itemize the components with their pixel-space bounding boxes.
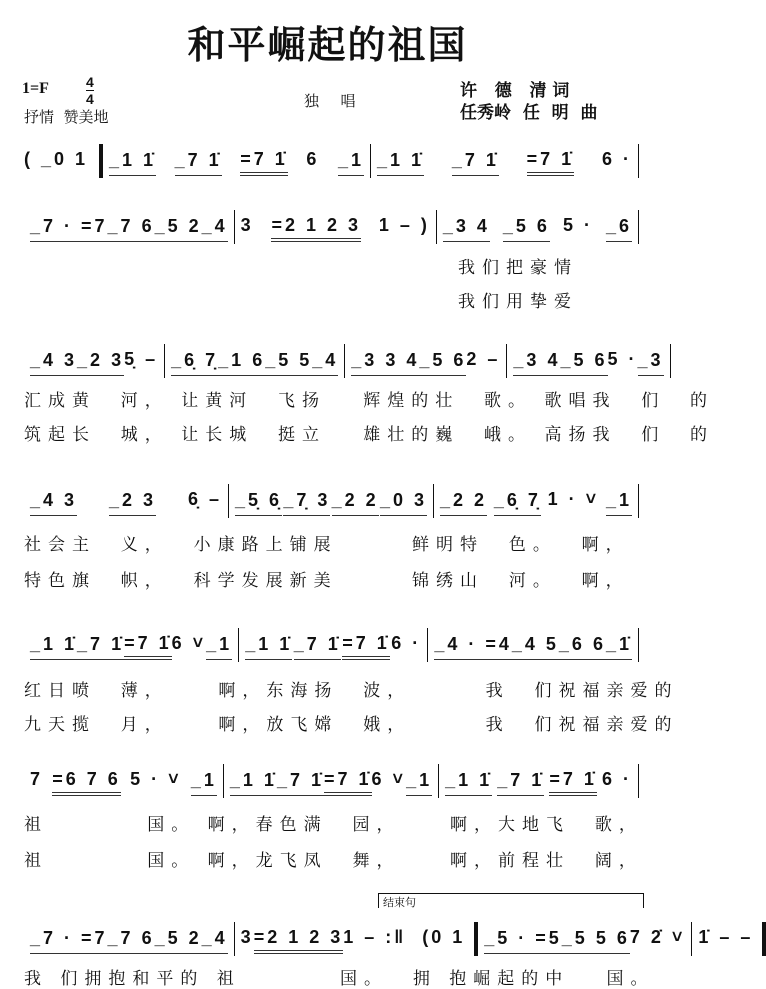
measure [24, 630, 238, 660]
measure [434, 486, 638, 516]
note-group: _7 1̇ [277, 770, 324, 796]
lyric-line: 汇成黄 河， 让黄河 飞扬 辉煌的壮 歌。 歌唱我 们 的 [24, 391, 715, 411]
note-group: _4 [202, 928, 228, 954]
note-group: _1 [206, 634, 232, 660]
measure [428, 630, 638, 660]
tempo-marking: 抒情 赞美地 [24, 108, 109, 126]
note-group: 5 · [607, 349, 638, 369]
note-group: =7 1̇ [240, 149, 288, 176]
note-group: _1 [191, 770, 217, 796]
note-group: _6̣ 7̣ [171, 350, 218, 376]
note-group: _5 5 [265, 350, 312, 376]
measure [24, 924, 234, 954]
lyric-line: 九天揽 月， 啊，放飞嫦 娥， 我 们祝福亲爱的 [24, 715, 679, 735]
note-group: 6̣ – [187, 489, 222, 509]
note-group: _4 3 [30, 350, 77, 376]
measure [371, 146, 638, 176]
lyric-line: 特色旗 帜， 科学发展新美 锦绣山 河。 啊， [24, 571, 630, 591]
note-group: _7 1̇ [294, 634, 341, 660]
note-group: 7 [30, 769, 44, 789]
note-group: _1 1̇ [30, 634, 77, 660]
intro-notes: ( _0 1 [24, 149, 89, 169]
note-group: 1 – :‖ (0 1 [343, 927, 466, 947]
time-signature [86, 74, 94, 107]
note-group: _7 · =7 [30, 928, 108, 954]
note-group: 3 [240, 927, 254, 947]
note-group: _1 1̇ [109, 150, 156, 176]
barline [638, 484, 639, 518]
note-group: =7 1̇ [342, 633, 390, 660]
measure [24, 346, 164, 376]
lyric-line: 我 们拥抱和平的 祖 国。 拥 抱崛起的中 国。 [24, 969, 655, 989]
measure [439, 766, 638, 796]
music-system [24, 146, 639, 176]
note-group: _1 1̇ [245, 634, 292, 660]
note-group: 3 [240, 215, 254, 235]
note-group: _2 3 [109, 490, 156, 516]
lyric-line: 我们把豪情 [458, 258, 578, 278]
note-group: _4 [312, 350, 338, 376]
note-group: _5 · =5 [484, 928, 562, 954]
lyric-line: 祖 国。 啊，春色满 园， 啊，大地飞 歌， [24, 815, 643, 835]
measure [103, 146, 370, 176]
note-group: _1 1̇ [377, 150, 424, 176]
music-system [24, 924, 754, 954]
note-group: _1 [606, 490, 632, 516]
note-group: _4 · =4 [434, 634, 512, 660]
music-system [24, 486, 639, 516]
measure [165, 346, 344, 376]
lyric-line: 我们用挚爱 [458, 292, 578, 312]
barline [638, 628, 639, 662]
note-group: 7 2̇ ˅ [629, 927, 686, 947]
barline [670, 344, 671, 378]
lyric-line: 筑起长 城， 让长城 挺立 雄壮的巍 峨。 高扬我 们 的 [24, 425, 715, 445]
note-group: _7 1̇ [497, 770, 544, 796]
note-group: 6 · [391, 633, 422, 653]
note-group: 1̇ – – [698, 927, 754, 947]
note-group: _7 6 [108, 928, 155, 954]
note-group: 2 – [466, 349, 501, 369]
note-group: =6 7 6 [52, 769, 121, 796]
note-group: _1 [338, 150, 364, 176]
note-group: _5 6 [560, 350, 607, 376]
note-group: 6 ˅ [371, 769, 407, 789]
note-group: _5̣ 6̣ [235, 490, 282, 516]
note-group: _6 [606, 216, 632, 242]
note-group: _3 3 4 [351, 350, 419, 376]
note-group: _6 6 [559, 634, 606, 660]
barline [638, 144, 639, 178]
note-group: _1 1̇ [230, 770, 277, 796]
note-group: _1 1̇ [445, 770, 492, 796]
note-group: _1 [406, 770, 432, 796]
note-group: _1̇ [606, 634, 632, 660]
measure [224, 766, 438, 796]
measure [437, 212, 638, 242]
note-group: _7 1̇ [77, 634, 124, 660]
note-group: 1 · ˅ [547, 489, 600, 509]
performance-type: 独 唱 [304, 92, 360, 110]
measure [235, 212, 436, 242]
note-group: _4 [202, 216, 228, 242]
barline [762, 922, 766, 956]
note-group: 5 · [562, 215, 593, 235]
barline [638, 210, 639, 244]
measure [24, 212, 234, 242]
note-group: 6 · [601, 769, 632, 789]
note-group: =2 1 2 3 [271, 215, 361, 242]
measure [507, 346, 669, 376]
note-group: 1 – ) [378, 215, 430, 235]
note-group: =7 1̇ [124, 633, 172, 660]
note-group: 6 · [601, 149, 632, 169]
lyricist-credit: 许 德 清 词 [460, 81, 570, 101]
note-group: =7 1̇ [549, 769, 597, 796]
measure [229, 486, 433, 516]
note-group: _7 1̇ [452, 150, 499, 176]
note-group: _3 [638, 350, 664, 376]
composer-credit: 任秀岭 任 明 曲 [460, 103, 598, 123]
note-group: _4 5 [512, 634, 559, 660]
ending-bracket [378, 893, 644, 908]
measure [24, 486, 228, 516]
measure [478, 924, 691, 954]
lyric-line: 祖 国。 啊，龙飞凤 舞， 啊，前程壮 阔， [24, 851, 643, 871]
note-group: _7 · =7 [30, 216, 108, 242]
note-group: _5 6 [503, 216, 550, 242]
note-group: _5 6 [419, 350, 466, 376]
note-group: _2 3 [77, 350, 124, 376]
ending-label: 结束句 [383, 896, 416, 909]
time-bottom: 4 [86, 91, 94, 107]
note-group: =7 1̇ [324, 769, 372, 796]
note-group: 6 ˅ [171, 633, 207, 653]
song-title: 和平崛起的祖国 [187, 23, 468, 67]
note-group: _6̣ 7̣ [494, 490, 541, 516]
note-group: _5 5 6 [562, 928, 630, 954]
note-group: 5̣ – [124, 349, 159, 369]
note-group: _7 6 [108, 216, 155, 242]
note-group: =2 1 2 3 [254, 927, 344, 954]
music-system [24, 630, 639, 660]
music-system [24, 766, 639, 796]
note-group: _5 2 [155, 928, 202, 954]
barline [638, 764, 639, 798]
measure [692, 924, 759, 954]
lyric-line: 社会主 义， 小康路上铺展 鲜明特 色。 啊， [24, 535, 630, 555]
note-group: _1 6 [218, 350, 265, 376]
note-group: 5 · ˅ [130, 769, 182, 789]
measure [239, 630, 427, 660]
music-system [24, 346, 664, 376]
measure [345, 346, 506, 376]
note-group: _0 3 [380, 490, 427, 516]
note-group: _2 2 [332, 490, 379, 516]
note-group: _7̣ 3 [283, 490, 330, 516]
note-group: 6 [306, 149, 320, 169]
note-group: _5 2 [155, 216, 202, 242]
note-group: _3 4 [443, 216, 490, 242]
lyric-line: 红日喷 薄， 啊，东海扬 波， 我 们祝福亲爱的 [24, 681, 679, 701]
music-system [24, 212, 639, 242]
measure [24, 766, 223, 796]
note-group: _2 2 [440, 490, 487, 516]
note-group: _4 3 [30, 490, 77, 516]
measure [235, 924, 472, 954]
note-group: _3 4 [513, 350, 560, 376]
note-group: _7 1̇ [175, 150, 222, 176]
note-group: =7 1̇ [527, 149, 575, 176]
key-signature: 1=F [22, 80, 49, 97]
time-top: 4 [86, 74, 94, 90]
